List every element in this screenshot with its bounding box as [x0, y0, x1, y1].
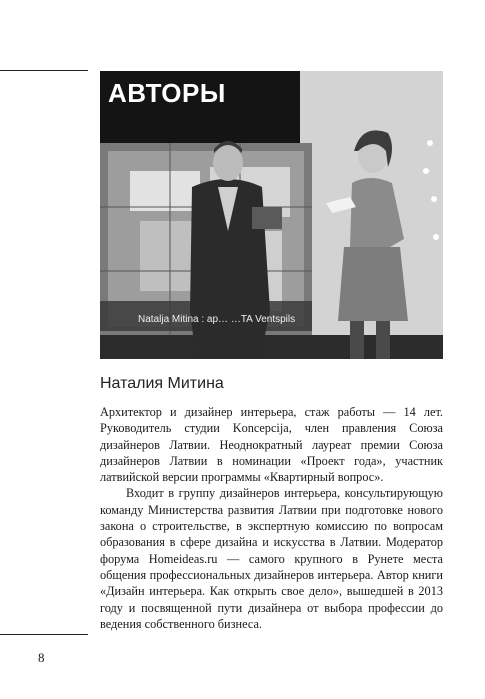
top-divider	[0, 70, 88, 71]
author-bio	[100, 404, 443, 632]
bio-paragraph: Входит в группу дизайнеров интерьера, консультирующую команду Министерства развития Латвии при подготовке нового закона о строительстве, в экспертную комиссию по вопросам образования в сфере дизайна и искусства в Латвии. Модератор форума Homeideas.ru — самого крупного в Рунете места общения профессиональных дизайнеров интерьера. Автор книги «Дизайн интерьера. Как открыть свое дело», вышедшей в 2013 году и посвященной пути дизайнера от выбора профессии до ведения собственного бизнеса.	[100, 486, 443, 631]
bio-paragraph: Архитектор и дизайнер интерьера, стаж работы — 14 лет. Руководитель студии Konсepcija, член правления Союза дизайнеров Латвии. Неоднократный лауреат премии Союза дизайнеров Латвии в номинации «Проект года», участник латвийской версии программы «Квартирный вопрос».	[100, 405, 443, 485]
section-title: АВТОРЫ	[108, 78, 226, 108]
author-name: Наталия Митина	[100, 375, 224, 392]
page-number: 8	[38, 650, 45, 665]
screen-caption: Natalja Mitina : ар… …TA Ventspils	[138, 314, 296, 325]
bottom-divider	[0, 634, 88, 635]
